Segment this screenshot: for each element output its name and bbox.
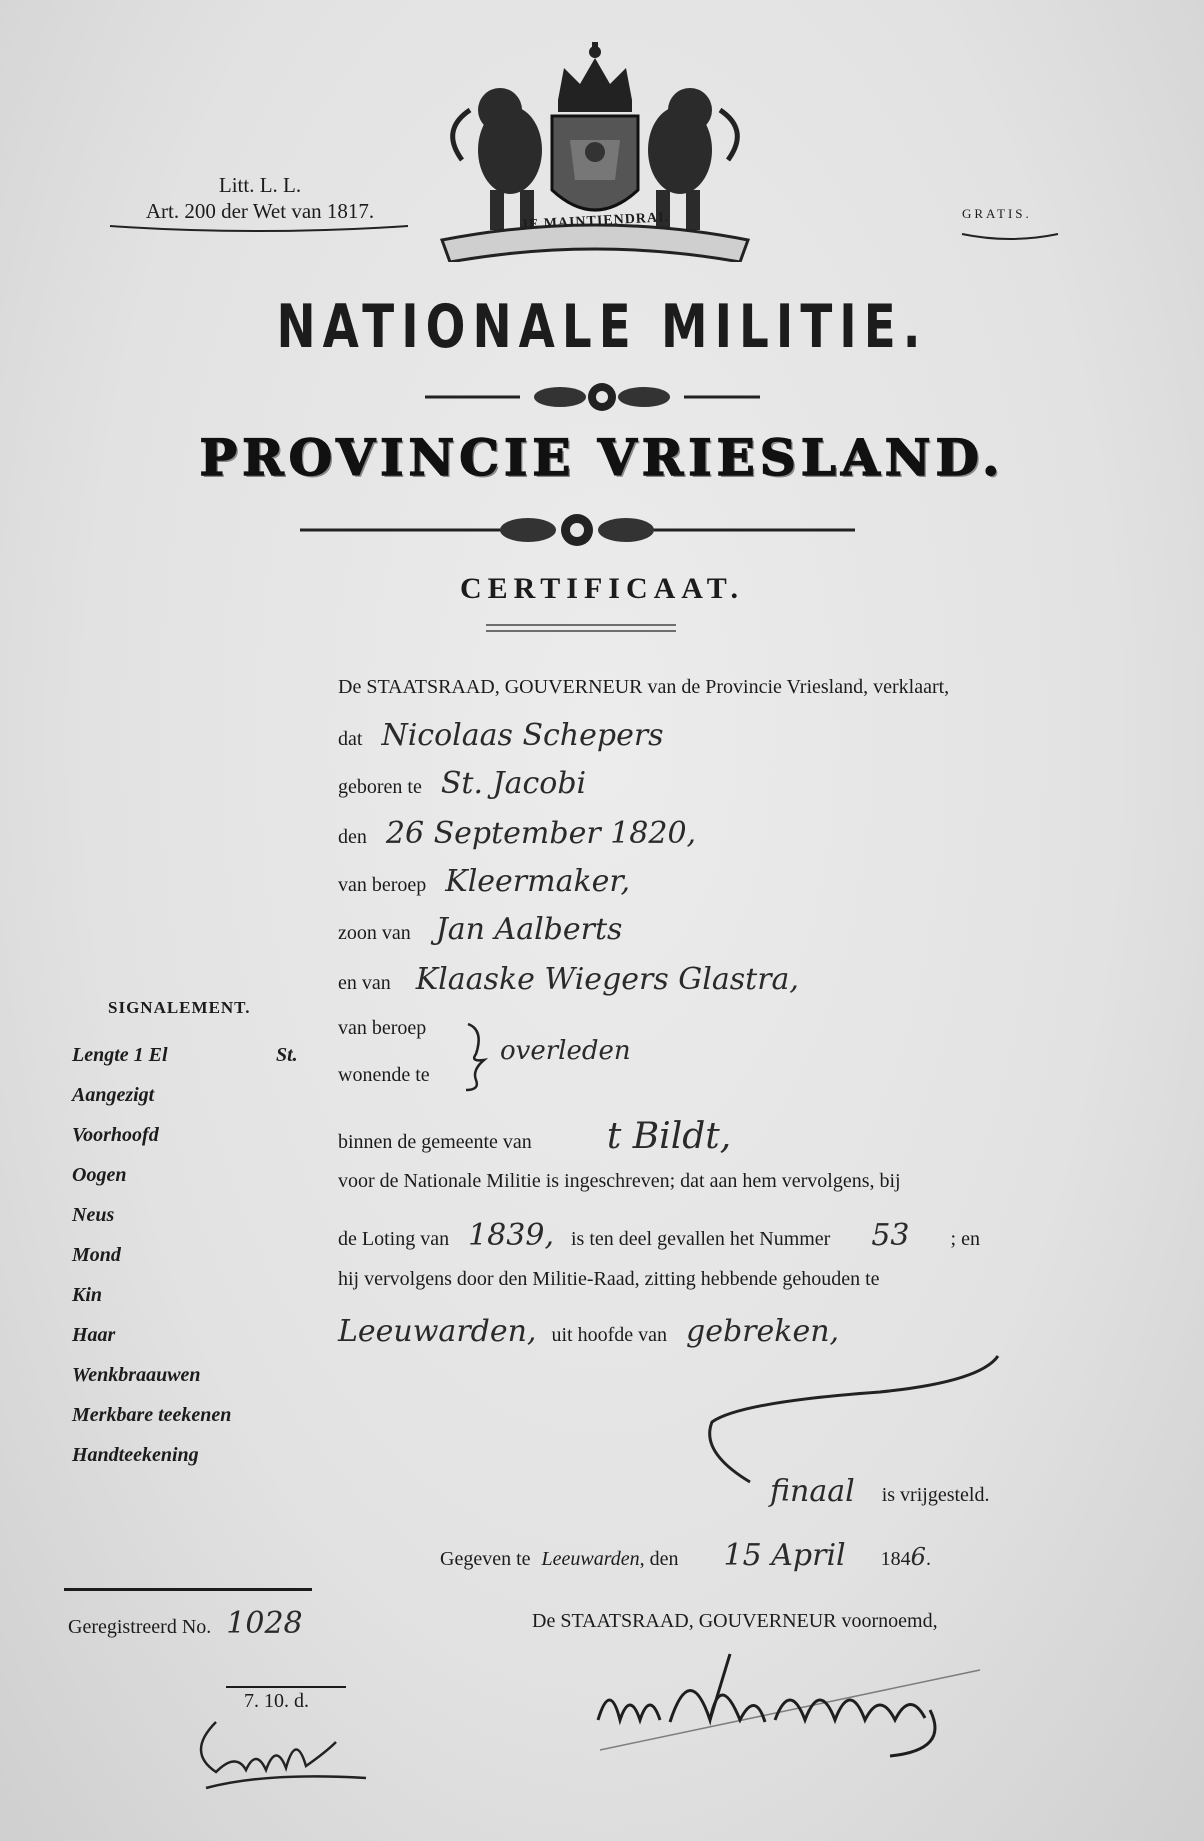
zoon-label: zoon van bbox=[338, 922, 411, 944]
council-place-handwritten: Leeuwarden, bbox=[338, 1314, 537, 1349]
ornament-divider-2 bbox=[0, 505, 1204, 555]
signalement-item: Aangezigt bbox=[72, 1084, 155, 1106]
loting-mid-label: is ten deel gevallen het Nummer bbox=[570, 1228, 831, 1250]
royal-motto: JE MAINTIENDRAI. bbox=[520, 210, 670, 233]
row-hoofde bbox=[338, 1314, 1098, 1349]
signalement-item: Kin bbox=[72, 1284, 103, 1306]
gegeven-prefix: Gegeven te bbox=[440, 1548, 531, 1570]
registration-rule bbox=[64, 1588, 312, 1591]
province-title: PROVINCIE VRIESLAND. bbox=[199, 428, 1005, 487]
row-loting bbox=[338, 1218, 1098, 1253]
loting-end-label: ; en bbox=[950, 1228, 980, 1250]
lottery-number-handwritten: 53 bbox=[871, 1218, 910, 1253]
underline-flourish bbox=[108, 222, 410, 236]
militie-line: voor de Nationale Militie is ingeschreven; dat aan hem vervolgens, bij bbox=[338, 1170, 901, 1192]
beroep2-label: van beroep bbox=[338, 1017, 427, 1039]
signalement-st: St. bbox=[276, 1044, 298, 1066]
gegeven-den: , den bbox=[639, 1548, 679, 1570]
father-handwritten: Jan Aalberts bbox=[435, 912, 623, 947]
fee-rule bbox=[226, 1686, 346, 1688]
dat-label: dat bbox=[338, 728, 363, 750]
hoofde-label: uit hoofde van bbox=[551, 1324, 668, 1346]
row-dat bbox=[338, 718, 1098, 753]
municipality-handwritten: t Bildt, bbox=[606, 1116, 732, 1157]
year-digit-handwritten: 6 bbox=[910, 1543, 926, 1571]
article-reference bbox=[100, 172, 420, 224]
row-gemeente bbox=[338, 1116, 1098, 1157]
gemeente-label: binnen de gemeente van bbox=[338, 1131, 532, 1153]
signalement-lengte: Lengte 1 El bbox=[72, 1044, 168, 1066]
governor-signature bbox=[590, 1650, 990, 1760]
brace-mark bbox=[462, 1020, 490, 1092]
beroep-label: van beroep bbox=[338, 874, 427, 896]
signalement-title: SIGNALEMENT. bbox=[108, 998, 251, 1017]
birthplace-handwritten: St. Jacobi bbox=[440, 766, 587, 801]
signalement-item: Wenkbraauwen bbox=[72, 1364, 201, 1386]
gratis-underline bbox=[960, 230, 1060, 244]
intro-line: De STAATSRAAD, GOUVERNEUR van de Provincie Vriesland, verklaart, bbox=[338, 676, 950, 698]
row-geboren bbox=[338, 766, 1098, 801]
article-label: Art. 200 der Wet van 1817. bbox=[145, 199, 375, 223]
registered-label: Geregistreerd No. bbox=[68, 1616, 212, 1638]
occupation-handwritten: Kleermaker, bbox=[445, 864, 630, 899]
den-label: den bbox=[338, 826, 367, 848]
registrar-paraph bbox=[186, 1712, 386, 1802]
envan-label: en van bbox=[338, 972, 391, 994]
row-zoon bbox=[338, 912, 1098, 947]
name-handwritten: Nicolaas Schepers bbox=[381, 718, 664, 753]
year-print: 184 bbox=[880, 1548, 911, 1570]
fee-label: 7. 10. d. bbox=[244, 1690, 309, 1712]
certificate-rule bbox=[486, 622, 676, 634]
row-registered bbox=[68, 1606, 303, 1641]
wonende-label: wonende te bbox=[338, 1064, 430, 1086]
row-finaal bbox=[770, 1474, 989, 1509]
row-envan bbox=[338, 962, 1098, 997]
loting-year-handwritten: 1839, bbox=[468, 1218, 554, 1253]
signalement-item: Merkbare teekenen bbox=[72, 1404, 232, 1426]
signalement-item: Oogen bbox=[72, 1164, 127, 1186]
main-title: NATIONALE MILITIE. bbox=[276, 292, 928, 362]
final-handwritten: finaal bbox=[770, 1474, 855, 1509]
signalement-item: Mond bbox=[72, 1244, 121, 1266]
signalement-item: Handteekening bbox=[72, 1444, 199, 1466]
closing-line: De STAATSRAAD, GOUVERNEUR voornoemd, bbox=[532, 1610, 938, 1632]
certificate-title: CERTIFICAAT. bbox=[459, 572, 745, 605]
signalement-item: Haar bbox=[72, 1324, 116, 1346]
registered-number-handwritten: 1028 bbox=[226, 1606, 303, 1641]
signalement-item: Voorhoofd bbox=[72, 1124, 159, 1146]
birthdate-handwritten: 26 September 1820, bbox=[385, 816, 697, 851]
issue-date-handwritten: 15 April bbox=[723, 1538, 846, 1573]
parents-deceased-handwritten: overleden bbox=[500, 1036, 631, 1066]
mother-handwritten: Klaaske Wiegers Glastra, bbox=[415, 962, 799, 997]
ornament-divider-1 bbox=[0, 372, 1204, 422]
reason-handwritten: gebreken, bbox=[686, 1314, 840, 1349]
vrijgesteld-label: is vrijgesteld. bbox=[881, 1484, 990, 1506]
litt-label: Litt. L. L. bbox=[218, 173, 302, 197]
row-den bbox=[338, 816, 1098, 851]
gegeven-place: Leeuwarden bbox=[541, 1548, 640, 1570]
gratis-label: GRATIS. bbox=[962, 206, 1032, 221]
row-beroep bbox=[338, 864, 1098, 899]
raad-line: hij vervolgens door den Militie-Raad, zitting hebbende gehouden te bbox=[338, 1268, 880, 1290]
row-gegeven: Gegeven te Leeuwarden, den 15 April 1846. bbox=[440, 1538, 931, 1573]
geboren-label: geboren te bbox=[338, 776, 422, 798]
loting-label: de Loting van bbox=[338, 1228, 450, 1250]
signalement-item: Neus bbox=[72, 1204, 115, 1226]
